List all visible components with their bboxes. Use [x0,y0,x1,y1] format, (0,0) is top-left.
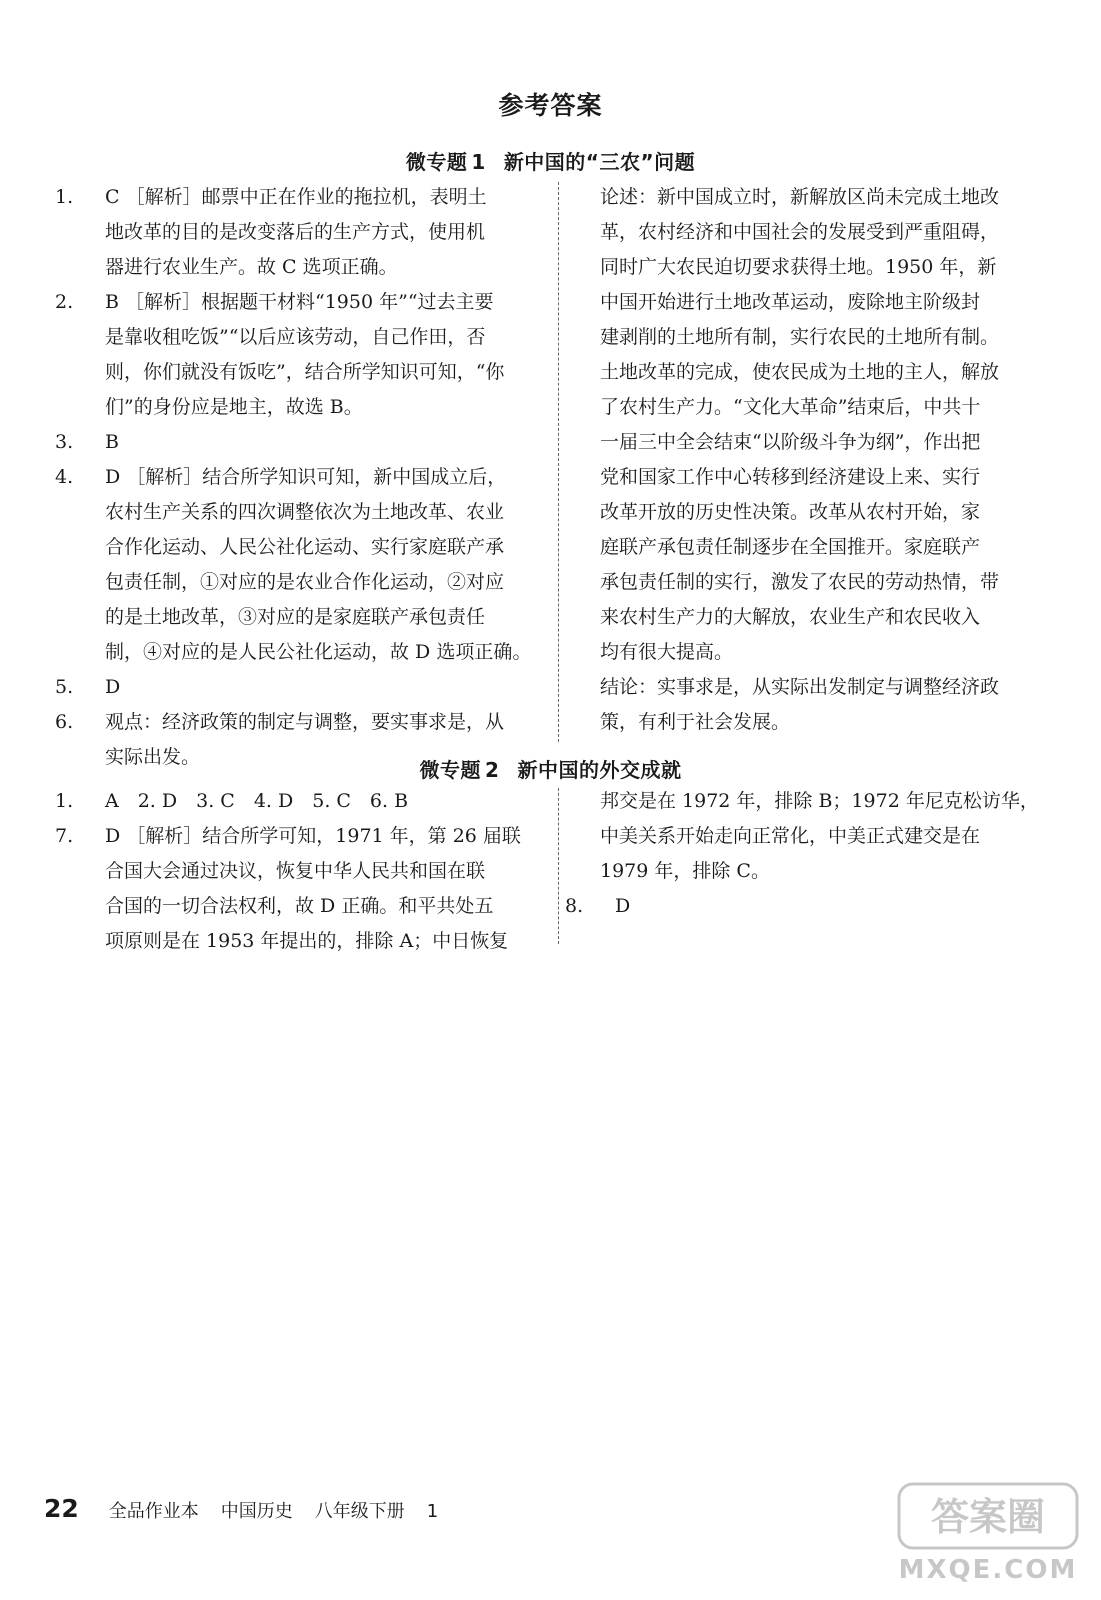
answer-item [55,670,549,705]
discussion-line: 邦交是在 1972 年，排除 B；1972 年尼克松访华， [600,790,1039,812]
answer-line: D ［解析］结合所学可知，1971 年，第 26 届联 [105,825,521,847]
discussion-line: 一届三中全会结束“以阶级斗争为纲”，作出把 [600,431,981,453]
section2-title [0,754,1101,783]
answer-line: 合国大会通过决议，恢复中华人民共和国在联 [105,860,486,882]
answer-line: C ［解析］邮票中正在作业的拖拉机，表明土 [105,186,487,208]
answer-line: 制，④对应的是人民公社化运动，故 D 选项正确。 [105,641,532,663]
answer-line: 合作化运动、人民公社化运动、实行家庭联产承 [105,536,505,558]
answer-number: 1. [55,790,74,812]
answer-number: 6. [55,711,74,733]
answer-item [55,784,549,819]
answer-item [55,425,549,460]
answer-line: 器进行农业生产。故 C 选项正确。 [105,256,398,278]
discussion-line: 承包责任制的实行，激发了农民的劳动热情，带 [600,571,1000,593]
discussion-line: 来农村生产力的大解放，农业生产和农民收入 [600,606,981,628]
discussion-line: 中国开始进行土地改革运动，废除地主阶级封 [600,291,981,313]
answer-line: 们”的身份应是地主，故选 B。 [105,396,363,418]
answer-line: 农村生产关系的四次调整依次为土地改革、农业 [105,501,505,523]
section2-name: 新中国的外交成就 [517,758,682,782]
answer-item [55,819,549,959]
discussion-line: 论述：新中国成立时，新解放区尚未完成土地改 [600,186,1000,208]
answer-line: 项原则是在 1953 年提出的，排除 A；中日恢复 [105,930,509,952]
discussion-line: 建剥削的土地所有制，实行农民的土地所有制。 [600,326,1000,348]
discussion-line: 改革开放的历史性决策。改革从农村开始，家 [600,501,981,523]
answer-item [55,460,549,670]
volume-number: 1 [426,1501,439,1522]
discussion-line: 1979 年，排除 C。 [600,860,770,882]
answer-line: 是靠收租吃饭”“以后应该劳动，自己作田，否 [105,326,486,348]
page-title: 参考答案 [498,91,603,120]
answer-line: D [615,895,631,917]
page-number: 22 [44,1494,79,1523]
subject-name: 中国历史 [220,1501,293,1522]
answer-line: D ［解析］结合所学知识可知，新中国成立后， [105,466,507,488]
continued-answer [565,784,1065,889]
answer-number: 8. [565,895,584,917]
section1-name: 新中国的“三农”问题 [503,150,696,174]
section2-number: 2 [485,758,500,782]
section1-right-column [600,180,1060,740]
discussion-line: 均有很大提高。 [600,641,734,663]
answer-line: 合国的一切合法权利，故 D 正确。和平共处五 [105,895,494,917]
column-divider [558,182,559,742]
answer-number: 1. [55,186,74,208]
answer-number: 2. [55,291,74,313]
discussion-line: 了农村生产力。“文化大革命”结束后，中共十 [600,396,981,418]
answer-number: 5. [55,676,74,698]
page-footer [44,1494,438,1523]
watermark-bottom-text: MXQE.COM [898,1555,1078,1585]
answer-line: 观点：经济政策的制定与调整，要实事求是，从 [105,711,505,733]
answer-line: 则，你们就没有饭吃”，结合所学知识可知，“你 [105,361,505,383]
discussion-line: 中美关系开始走向正常化，中美正式建交是在 [600,825,981,847]
answer-line: 实际出发。 [105,746,201,768]
discussion-line: 革，农村经济和中国社会的发展受到严重阻碍， [600,221,1000,243]
discussion-line: 结论：实事求是，从实际出发制定与调整经济政 [600,676,1000,698]
section1-label: 微专题 [405,150,468,174]
answer-line: A 2. D 3. C 4. D 5. C 6. B [105,790,409,812]
book-title: 全品作业本 [108,1501,199,1522]
answer-item [55,180,549,285]
answer-number: 4. [55,466,74,488]
column-divider [558,788,559,944]
answer-number: 3. [55,431,74,453]
section1-left-column [55,180,549,775]
answer-line: B [105,431,119,453]
watermark-logo [893,1478,1088,1590]
answer-item [55,285,549,425]
section2-right-column [565,784,1065,924]
section1-title [0,146,1101,175]
discussion-line: 庭联产承包责任制逐步在全国推开。家庭联产 [600,536,981,558]
discussion-line: 土地改革的完成，使农民成为土地的主人，解放 [600,361,1000,383]
grade-label: 八年级下册 [314,1501,405,1522]
answer-line: 的是土地改革，③对应的是家庭联产承包责任 [105,606,486,628]
answer-line: D [105,676,121,698]
answer-line: 地改革的目的是改变落后的生产方式，使用机 [105,221,486,243]
answer-line: 包责任制，①对应的是农业合作化运动，②对应 [105,571,505,593]
discussion-line: 策，有利于社会发展。 [600,711,791,733]
watermark-top-text: 答案圈 [930,1495,1046,1539]
discussion-line: 党和国家工作中心转移到经济建设上来、实行 [600,466,981,488]
answer-item [565,889,1065,924]
section2-label: 微专题 [419,758,482,782]
section2-left-column [55,784,549,959]
answer-number: 7. [55,825,74,847]
answer-line: B ［解析］根据题干材料“1950 年”“过去主要 [105,291,494,313]
discussion-line: 同时广大农民迫切要求获得土地。1950 年，新 [600,256,997,278]
section1-number: 1 [471,150,486,174]
